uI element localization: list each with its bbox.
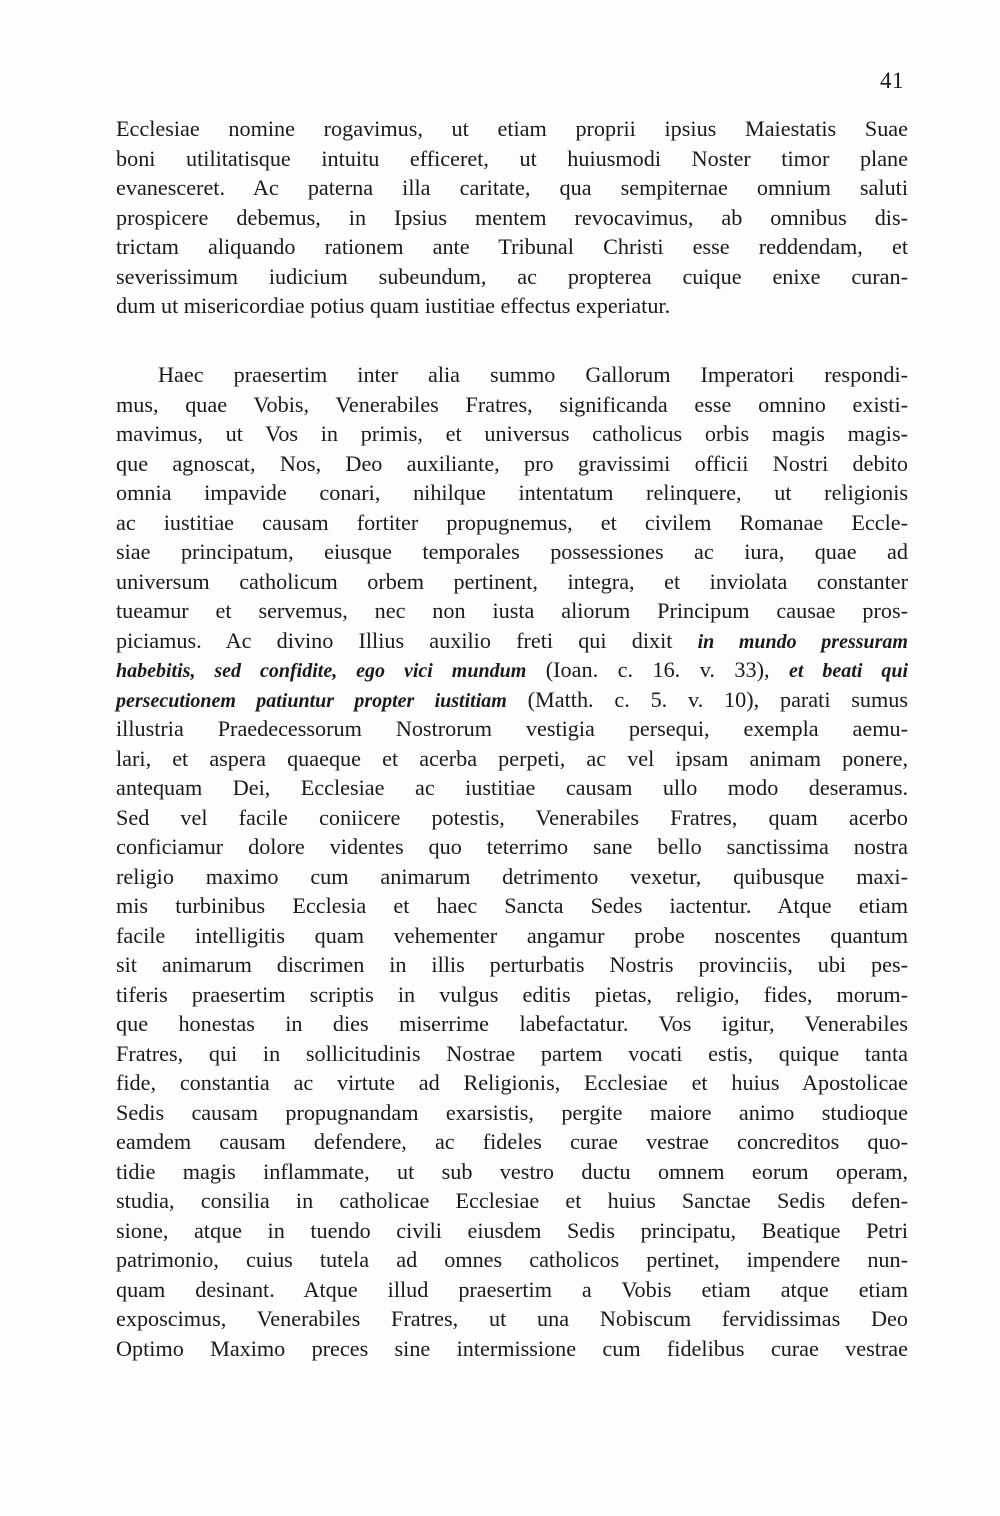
text-segment: Optimo Maximo preces sine intermissione cum fidelibus curae vestrae bbox=[116, 1335, 908, 1361]
text-line bbox=[116, 1157, 908, 1187]
text-line bbox=[116, 862, 908, 892]
text-line bbox=[116, 537, 908, 567]
text-line bbox=[116, 803, 908, 833]
text-line bbox=[116, 1009, 908, 1039]
paragraph-2 bbox=[116, 360, 908, 1363]
text-line bbox=[116, 832, 908, 862]
text-line bbox=[116, 478, 908, 508]
text-line bbox=[116, 291, 908, 321]
text-line bbox=[116, 1039, 908, 1069]
text-segment: universum catholicum orbem pertinent, integra, et inviolata constanter bbox=[116, 568, 908, 594]
text-segment: sit animarum discrimen in illis perturbatis Nostris provinciis, ubi pes- bbox=[116, 952, 908, 977]
text-line bbox=[116, 144, 908, 174]
text-segment: boni utilitatisque intuitu efficeret, ut huiusmodi Noster timor plane bbox=[116, 145, 908, 171]
text-segment: facile intelligitis quam vehementer angamur probe noscentes quantum bbox=[116, 922, 908, 948]
text-line bbox=[116, 980, 908, 1010]
text-segment: (Ioan. c. 16. v. 33), bbox=[526, 657, 790, 682]
text-segment: fide, constantia ac virtute ad Religionis, Ecclesiae et huius Apostolicae bbox=[116, 1070, 908, 1095]
text-segment: que agnoscat, Nos, Deo auxiliante, pro gravissimi officii Nostri debito bbox=[116, 450, 908, 476]
text-segment: prospicere debemus, in Ipsius mentem revocavimus, ab omnibus dis- bbox=[116, 204, 908, 230]
text-line bbox=[116, 173, 908, 203]
text-segment: (Matth. c. 5. v. 10), parati sumus bbox=[506, 686, 909, 712]
text-line bbox=[116, 1098, 908, 1128]
text-line bbox=[116, 773, 908, 803]
text-segment: Fratres, qui in sollicitudinis Nostrae partem vocati estis, quique tanta bbox=[116, 1040, 908, 1066]
text-line bbox=[116, 1068, 908, 1098]
text-segment: mis turbinibus Ecclesia et haec Sancta Sedes iactentur. Atque etiam bbox=[116, 893, 908, 918]
italic-quote: habebitis, sed confidite, ego vici mundum bbox=[116, 660, 527, 682]
text-segment: trictam aliquando rationem ante Tribunal Christi esse reddendam, et bbox=[116, 234, 908, 259]
text-line bbox=[116, 1275, 908, 1305]
text-line bbox=[116, 714, 908, 744]
italic-quote: et beati qui bbox=[789, 660, 909, 682]
text-segment: tiferis praesertim scriptis in vulgus editis pietas, religio, fides, morum- bbox=[116, 981, 908, 1007]
text-line bbox=[116, 596, 908, 626]
text-segment: omnia impavide conari, nihilque intentatum relinquere, ut religionis bbox=[116, 480, 908, 505]
text-line bbox=[116, 114, 908, 144]
text-segment: Sedis causam propugnandam exarsistis, pergite maiore animo studioque bbox=[116, 1099, 908, 1125]
text-segment: religio maximo cum animarum detrimento vexetur, quibusque maxi- bbox=[116, 863, 908, 889]
text-segment: antequam Dei, Ecclesiae ac iustitiae causam ullo modo deseramus. bbox=[116, 775, 908, 800]
text-line bbox=[116, 508, 908, 538]
text-segment: ac iustitiae causam fortiter propugnemus, et civilem Romanae Eccle- bbox=[116, 509, 908, 535]
text-line bbox=[116, 744, 908, 774]
text-line bbox=[116, 203, 908, 233]
text-segment: piciamus. Ac divino Illius auxilio freti qui dixit bbox=[116, 627, 698, 653]
text-segment: lari, et aspera quaeque et acerba perpeti, ac vel ipsam animam ponere, bbox=[116, 745, 908, 771]
text-segment: exposcimus, Venerabiles Fratres, ut una Nobiscum fervidissimas Deo bbox=[116, 1306, 908, 1331]
text-line bbox=[116, 1127, 908, 1157]
text-line bbox=[116, 232, 908, 262]
page-number: 41 bbox=[880, 68, 904, 93]
text-segment: quam desinant. Atque illud praesertim a Vobis etiam atque etiam bbox=[116, 1276, 908, 1302]
text-segment: Haec praesertim inter alia summo Gallorum Imperatori respondi- bbox=[158, 362, 908, 387]
italic-quote: persecutionem patiuntur propter iustitiam bbox=[116, 689, 507, 712]
text-segment: tidie magis inflammate, ut sub vestro ductu omnem eorum operam, bbox=[116, 1158, 908, 1184]
text-line bbox=[116, 360, 908, 390]
text-segment: mus, quae Vobis, Venerabiles Fratres, significanda esse omnino existi- bbox=[116, 391, 908, 417]
text-line bbox=[116, 655, 908, 685]
text-segment: sione, atque in tuendo civili eiusdem Sedis principatu, Beatique Petri bbox=[116, 1217, 908, 1243]
text-line bbox=[116, 891, 908, 921]
text-segment: eamdem causam defendere, ac fideles curae vestrae concreditos quo- bbox=[116, 1129, 908, 1154]
text-segment: mavimus, ut Vos in primis, et universus catholicus orbis magis magis- bbox=[116, 421, 908, 446]
paragraph-1 bbox=[116, 114, 908, 321]
text-segment: dum ut misericordiae potius quam iustitiae effectus experiatur. bbox=[116, 293, 671, 318]
text-segment: illustria Praedecessorum Nostrorum vestigia persequi, exempla aemu- bbox=[116, 716, 908, 741]
text-segment: tueamur et servemus, nec non iusta aliorum Principum causae pros- bbox=[116, 598, 908, 623]
text-line bbox=[116, 1216, 908, 1246]
text-segment: siae principatum, eiusque temporales possessiones ac iura, quae ad bbox=[116, 539, 908, 564]
text-line bbox=[116, 1186, 908, 1216]
text-line bbox=[116, 449, 908, 479]
text-line bbox=[116, 626, 908, 656]
italic-quote: in mundo pressuram bbox=[697, 630, 908, 653]
text-segment: conficiamur dolore videntes quo teterrimo sane bello sanctissima nostra bbox=[116, 834, 908, 859]
text-segment: que honestas in dies miserrime labefactatur. Vos igitur, Venerabiles bbox=[116, 1011, 908, 1036]
text-segment: evanesceret. Ac paterna illa caritate, qua sempiternae omnium saluti bbox=[116, 175, 908, 200]
text-line bbox=[116, 685, 908, 715]
text-line bbox=[116, 567, 908, 597]
text-line bbox=[116, 1245, 908, 1275]
text-line bbox=[116, 1304, 908, 1334]
text-segment: Ecclesiae nomine rogavimus, ut etiam proprii ipsius Maiestatis Suae bbox=[116, 116, 908, 141]
text-line bbox=[116, 921, 908, 951]
text-line bbox=[116, 950, 908, 980]
text-line bbox=[116, 390, 908, 420]
text-segment: studia, consilia in catholicae Ecclesiae et huius Sanctae Sedis defen- bbox=[116, 1188, 908, 1213]
text-segment: Sed vel facile coniicere potestis, Venerabiles Fratres, quam acerbo bbox=[116, 804, 908, 830]
text-segment: patrimonio, cuius tutela ad omnes catholicos pertinet, impendere nun- bbox=[116, 1247, 908, 1272]
text-line bbox=[116, 262, 908, 292]
text-line bbox=[116, 1334, 908, 1364]
text-line bbox=[116, 419, 908, 449]
text-segment: severissimum iudicium subeundum, ac propterea cuique enixe curan- bbox=[116, 263, 908, 289]
